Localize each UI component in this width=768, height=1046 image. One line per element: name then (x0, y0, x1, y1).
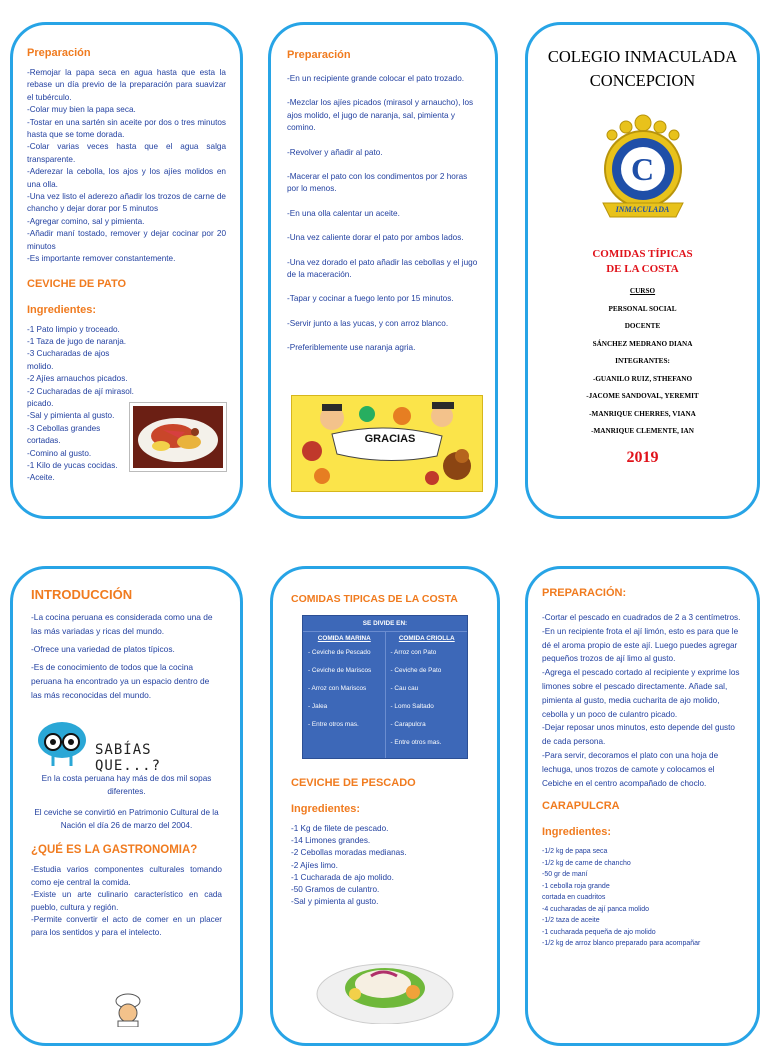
brochure-title (536, 247, 749, 277)
list-item: -En un recipiente frota el ají limón, esto es para que le dé el aroma propio de este ají. Luego puedes agregar pequeños trozos de ají limo al gusto. (542, 626, 739, 664)
school-crest-icon (588, 107, 698, 227)
integrante: -MANRIQUE CLEMENTE, IAN (591, 427, 694, 435)
list-item: -Dejar reposar unos minutos, esto depende del gusto de cada persona. (542, 723, 735, 747)
table-item: - Entre otros mas. (308, 721, 359, 728)
crest-banner: INMACULADA (615, 205, 670, 214)
list-item: -Remojar la papa seca en agua hasta que esta la rebase un día previo de la preparación para suavizar el tubérculo. (27, 68, 226, 102)
sabias-que-banner (31, 714, 222, 772)
integrante: -JACOME SANDOVAL, YEREMIT (586, 392, 699, 400)
list-item: -Sal y pimienta al gusto. (27, 411, 115, 421)
list-item: -Aceite. (27, 473, 55, 483)
list-item: cortada en cuadritos (542, 894, 606, 902)
list-item: -Mezclar los ajíes picados (mirasol y arnaucho), los ajos molido, el jugo de naranja, sal, pimienta y comino. (287, 98, 474, 133)
ingredients-heading: Ingredientes: (542, 826, 612, 839)
gastronomia-heading: ¿QUÉ ES LA GASTRONOMIA? (31, 844, 198, 856)
gracias-illustration (291, 395, 483, 492)
chef-icon (108, 993, 148, 1027)
brain-mascot-icon (33, 716, 91, 770)
list-item: -Servir junto a las yucas, y con arroz blanco. (287, 318, 449, 328)
ingredients-heading: Ingredientes: (27, 303, 97, 316)
list-item: -Añadir maní tostado, remover y dejar cocinar por 20 minutos (27, 229, 226, 251)
prep-steps-list (287, 73, 479, 355)
panel-comidas-tipicas (270, 566, 500, 1046)
prep-list (27, 67, 226, 266)
brochure-title-line: DE LA COSTA (606, 263, 679, 275)
list-item: -Permite convertir el acto de comer en un placer para los sentidos y para el intelecto. (31, 915, 222, 937)
list-item: -2 Cucharadas de ají mirasol. picado. (27, 386, 134, 408)
panel-ceviche-pato-prep (268, 22, 498, 519)
curso-value: PERSONAL SOCIAL (608, 304, 677, 313)
column-marina (303, 632, 386, 758)
list-item: -Aderezar la cebolla, los ajos y los ajíes molidos en una olla. (27, 167, 226, 189)
table-item: - Jalea (308, 703, 328, 710)
ceviche-pato-photo (130, 403, 226, 471)
intro-heading: INTRODUCCIÓN (31, 587, 133, 602)
sabias-que-title: SABÍAS QUE...? (95, 742, 162, 774)
list-item: -1/2 kg de arroz blanco preparado para acompañar (542, 940, 701, 948)
table-header: SE DIVIDE EN: (303, 616, 467, 632)
panel-introduction (10, 566, 243, 1046)
panel-cover (525, 22, 760, 519)
list-item: -En una olla calentar un aceite. (287, 208, 400, 218)
column-title: COMIDA MARINA (317, 635, 371, 642)
list-item: -1/2 taza de aceite (542, 917, 600, 925)
list-item: -1/2 kg de carne de chancho (542, 859, 631, 867)
ingredients-list (542, 846, 743, 950)
column-title: COMIDA CRIOLLA (398, 635, 455, 642)
list-item: -Sal y pimienta al gusto. (291, 897, 379, 907)
brochure-title-line: COMIDAS TÍPICAS (592, 248, 693, 260)
list-item: -Una vez caliente dorar el pato por ambos lados. (287, 233, 464, 243)
prep-list (542, 611, 743, 790)
table-columns (303, 632, 467, 758)
list-item: -Colar varias veces hasta que el agua salga transparente. (27, 142, 226, 164)
list-item: -La cocina peruana es considerada como una de las más variadas y ricas del mundo. (31, 612, 213, 636)
list-item: -2 Ajíes arnauchos picados. (27, 374, 128, 384)
list-item: -1 Taza de jugo de naranja. (27, 336, 127, 346)
list-item: -1 cucharada pequeña de ajo molido (542, 928, 656, 936)
carapulcra-heading: CARAPULCRA (542, 800, 620, 813)
list-item: -Existe un arte culinario característico en cada pueblo, cultura y región. (31, 890, 222, 912)
table-item: - Arroz con Pato (390, 649, 437, 656)
list-item: -Tostar en una sartén sin aceite por dos o tres minutos hasta que se tome dorada. (27, 117, 226, 140)
column-criolla (386, 632, 468, 758)
crest-letter: C (630, 151, 655, 187)
prep-heading: Preparación (27, 47, 91, 59)
integrante: -GUANILO RUIZ, STHEFANO (592, 374, 693, 383)
list-item: -Preferiblemente use naranja agria. (287, 343, 416, 353)
list-item: -4 cucharadas de ají panca molido (542, 905, 650, 913)
ingredients-list (291, 823, 479, 908)
list-item: -1 Pato limpio y troceado. (27, 324, 120, 334)
year: 2019 (626, 448, 659, 466)
list-item: -Colar muy bien la papa seca. (27, 105, 136, 115)
table-item: - Ceviche de Pescado (308, 649, 371, 656)
list-item: -14 Limones grandes. (291, 836, 371, 846)
curso-label: CURSO (629, 287, 656, 295)
credits (536, 283, 749, 441)
panel-carapulcra-prep (10, 22, 243, 519)
table-item: - Carapulcra (390, 721, 426, 728)
docente-value: SÁNCHEZ MEDRANO DIANA (592, 339, 693, 348)
prep-heading: Preparación (287, 49, 351, 61)
ingredients-heading: Ingredientes: (291, 803, 361, 815)
prep-heading: PREPARACIÓN: (542, 587, 627, 599)
integrante: -MANRIQUE CHERRES, VIANA (589, 409, 696, 418)
list-item: -50 gr de maní (542, 871, 588, 879)
list-item: -2 Ajíes limo. (291, 860, 338, 870)
table-item: - Ceviche de Mariscos (308, 667, 372, 674)
list-item: -Ofrece una variedad de platos típicos. (31, 644, 175, 654)
list-item: -Comino al gusto. (27, 448, 92, 458)
comidas-heading: COMIDAS TIPICAS DE LA COSTA (291, 593, 458, 605)
list-item: -1 cebolla roja grande (542, 882, 610, 890)
list-item: -Es de conocimiento de todos que la cocina peruana ha encontrado ya un espacio dentro de las más reconocidas del mundo. (31, 662, 210, 700)
ceviche-pato-heading: CEVICHE DE PATO (27, 277, 127, 290)
classification-table (302, 615, 468, 759)
list-item: -3 Cucharadas de ajos molido. (27, 349, 110, 371)
school-name (536, 45, 749, 93)
list-item: -1/2 kg de papa seca (542, 848, 608, 856)
table-item: - Lomo Saltado (390, 703, 434, 710)
school-name-line: CONCEPCION (589, 71, 696, 90)
fact-2: El ceviche se convirtió en Patrimonio Cultural de la Nación el día 26 de marzo del 2004. (34, 808, 219, 830)
table-item: - Ceviche de Pato (390, 667, 442, 674)
list-item: -1 Cucharada de ajo molido. (291, 872, 394, 882)
integrantes-label: INTEGRANTES: (615, 357, 670, 365)
ceviche-pescado-heading: CEVICHE DE PESCADO (291, 777, 416, 789)
list-item: -Tapar y cocinar a fuego lento por 15 minutos. (287, 294, 454, 304)
list-item: -Revolver y añadir al pato. (287, 147, 383, 157)
list-item: -1 Kg de filete de pescado. (291, 824, 389, 833)
list-item: -Cortar el pescado en cuadrados de 2 a 3 centímetros. (542, 613, 741, 622)
ceviche-pescado-photo (313, 944, 458, 1024)
list-item: -50 Gramos de culantro. (291, 885, 380, 895)
list-item: -Para servir, decoramos el plato con una hoja de lechuga, unos trozos de camote y colocamos el Cebiche en el centro acompañado de choclo. (542, 750, 719, 788)
list-item: -Estudia varios componentes culturales tomando como eje central la comida. (31, 865, 222, 887)
table-item: - Entre otros mas. (390, 739, 442, 746)
list-item: -2 Cebollas moradas medianas. (291, 848, 407, 858)
ingredients-list (27, 324, 135, 485)
list-item: -Una vez listo el aderezo añadir los trozos de carne de chancho y dejar dorar por 5 minutos (27, 192, 226, 214)
list-item: -Agregar comino, sal y pimienta. (27, 216, 145, 226)
panel-ceviche-pescado-prep (525, 566, 760, 1046)
intro-list (31, 610, 222, 702)
list-item: -Una vez dorado el pato añadir las cebollas y el jugo de la maceración. (287, 257, 478, 280)
fact-1: En la costa peruana hay más de dos mil sopas diferentes. (41, 774, 212, 796)
table-item: - Arroz con Mariscos (308, 685, 367, 692)
list-item: -En un recipiente grande colocar el pato trozado. (287, 74, 465, 83)
list-item: -Agrega el pescado cortado al recipiente y exprime los limones sobre el pescado directamente. Añade sal, pimienta al gusto, media cucharita de ajo molido, cebolla y un poco de culantro picado. (542, 668, 740, 719)
list-item: -1 Kilo de yucas cocidas. (27, 460, 118, 470)
list-item: -Es importante remover constantemente. (27, 254, 176, 264)
gastronomia-list (31, 864, 222, 939)
gracias-text: GRACIAS (364, 433, 416, 445)
list-item: -Macerar el pato con los condimentos por 2 horas por lo menos. (287, 172, 468, 194)
list-item: -3 Cebollas grandes cortadas. (27, 423, 101, 446)
table-item: - Cau cau (390, 685, 419, 692)
school-name-line: COLEGIO INMACULADA (547, 47, 738, 66)
docente-label: DOCENTE (624, 322, 661, 330)
